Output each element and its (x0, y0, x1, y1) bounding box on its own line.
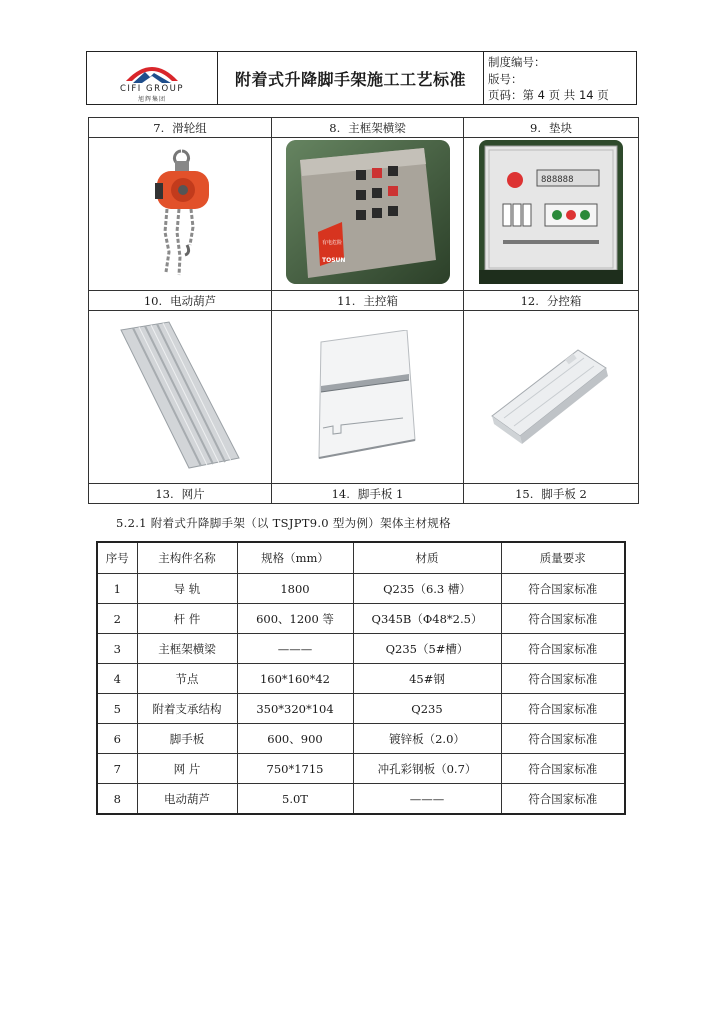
component-photo-grid (88, 117, 639, 504)
caption-text: 脚手板 2 (541, 486, 587, 501)
table-cell: 符合国家标准 (501, 604, 625, 634)
caption-cell (89, 291, 272, 311)
photo-cell (464, 138, 639, 291)
caption-cell (464, 291, 639, 311)
table-cell: 主框架横梁 (137, 634, 237, 664)
table-cell: Q235（6.3 槽） (353, 574, 501, 604)
table-cell: 5 (97, 694, 137, 724)
caption-row (89, 291, 639, 311)
document-header (86, 51, 637, 105)
page-info: 页码：第 4 页 共 14 页 (488, 88, 609, 102)
table-header-row (97, 542, 625, 574)
table-row (97, 634, 625, 664)
logo-text-cn: 旭辉集团 (137, 96, 166, 103)
caption-cell (89, 484, 272, 504)
caption-text: 主控箱 (363, 293, 398, 308)
table-cell: 节点 (137, 664, 237, 694)
scaffold-board-1-image (303, 330, 433, 460)
table-cell: 1800 (237, 574, 353, 604)
company-logo (87, 52, 218, 104)
table-row (97, 724, 625, 754)
photo-cell (89, 138, 272, 291)
electric-hoist-image (135, 147, 225, 277)
caption-number: 13. (155, 486, 174, 501)
table-cell: 附着支承结构 (137, 694, 237, 724)
photo-cell (464, 311, 639, 484)
caption-row (89, 484, 639, 504)
table-cell: 冲孔彩钢板（0.7） (353, 754, 501, 784)
table-cell: 600、900 (237, 724, 353, 754)
table-cell: 350*320*104 (237, 694, 353, 724)
caption-text: 网片 (181, 486, 205, 501)
table-cell: 3 (97, 634, 137, 664)
panel-display: 888888 (541, 175, 574, 185)
sub-control-box-image (479, 140, 623, 284)
caption-number: 8. (329, 120, 341, 135)
table-cell: 符合国家标准 (501, 754, 625, 784)
caption-number: 12. (520, 293, 539, 308)
box-warning-label: 有电危险 (321, 240, 342, 246)
column-header: 序号 (97, 542, 137, 574)
caption-cell (272, 118, 464, 138)
caption-number: 7. (153, 120, 165, 135)
document-meta (484, 52, 636, 104)
caption-text: 分控箱 (546, 293, 582, 308)
caption-number: 11. (337, 293, 356, 308)
photo-cell (272, 311, 464, 484)
table-row (97, 604, 625, 634)
table-cell: 符合国家标准 (501, 694, 625, 724)
caption-cell (272, 484, 464, 504)
material-spec-table (96, 541, 626, 815)
table-cell: 4 (97, 664, 137, 694)
doc-number-label: 制度编号： (488, 55, 546, 69)
photo-cell (272, 138, 464, 291)
main-control-box-image (286, 140, 450, 284)
caption-cell (272, 291, 464, 311)
table-cell: 符合国家标准 (501, 784, 625, 815)
photo-cell (89, 311, 272, 484)
caption-text: 电动葫芦 (170, 293, 217, 308)
caption-number: 14. (331, 486, 350, 501)
table-row (97, 664, 625, 694)
caption-cell (89, 118, 272, 138)
table-cell: 45#钢 (353, 664, 501, 694)
table-cell: 符合国家标准 (501, 574, 625, 604)
table-cell: 8 (97, 784, 137, 815)
table-cell: 镀锌板（2.0） (353, 724, 501, 754)
caption-row (89, 118, 639, 138)
table-cell: 杆 件 (137, 604, 237, 634)
caption-number: 15. (515, 486, 534, 501)
table-cell: 750*1715 (237, 754, 353, 784)
section-heading: 5.2.1 附着式升降脚手架（以 TSJPT9.0 型为例）架体主材规格 (116, 516, 451, 530)
cifi-logo-icon (123, 57, 181, 85)
table-row (97, 784, 625, 815)
scaffold-board-2-image (486, 340, 616, 450)
table-row (97, 574, 625, 604)
table-cell: 导 轨 (137, 574, 237, 604)
table-cell: 1 (97, 574, 137, 604)
table-cell: 7 (97, 754, 137, 784)
table-cell: ——— (353, 784, 501, 815)
column-header: 质量要求 (501, 542, 625, 574)
column-header: 主构件名称 (137, 542, 237, 574)
table-cell: ——— (237, 634, 353, 664)
column-header: 材质 (353, 542, 501, 574)
table-cell: 6 (97, 724, 137, 754)
caption-cell (464, 484, 639, 504)
table-cell: 电动葫芦 (137, 784, 237, 815)
version-label: 版号： (488, 71, 523, 86)
caption-number: 9. (530, 120, 541, 135)
mesh-panel-image (115, 320, 245, 470)
table-cell: 脚手板 (137, 724, 237, 754)
table-cell: 5.0T (237, 784, 353, 815)
document-title: 附着式升降脚手架施工工艺标准 (218, 52, 484, 104)
caption-text: 主框架横梁 (348, 120, 406, 135)
logo-text-en: CIFI GROUP (119, 84, 185, 94)
table-cell: 600、1200 等 (237, 604, 353, 634)
caption-number: 10. (143, 293, 163, 308)
table-cell: Q235 (353, 694, 501, 724)
table-cell: 网 片 (137, 754, 237, 784)
table-cell: 2 (97, 604, 137, 634)
photo-row (89, 138, 639, 291)
caption-text: 垫块 (548, 120, 572, 135)
table-cell: Q235（5#槽） (353, 634, 501, 664)
photo-row (89, 311, 639, 484)
table-cell: 160*160*42 (237, 664, 353, 694)
table-cell: 符合国家标准 (501, 664, 625, 694)
column-header: 规格（mm） (237, 542, 353, 574)
box-brand-label: TOSUN (321, 257, 345, 264)
table-cell: Q345B（Φ48*2.5） (353, 604, 501, 634)
caption-text: 脚手板 1 (357, 486, 404, 501)
table-cell: 符合国家标准 (501, 724, 625, 754)
caption-text: 滑轮组 (172, 120, 207, 135)
table-row (97, 694, 625, 724)
caption-cell (464, 118, 639, 138)
table-row (97, 754, 625, 784)
table-cell: 符合国家标准 (501, 634, 625, 664)
